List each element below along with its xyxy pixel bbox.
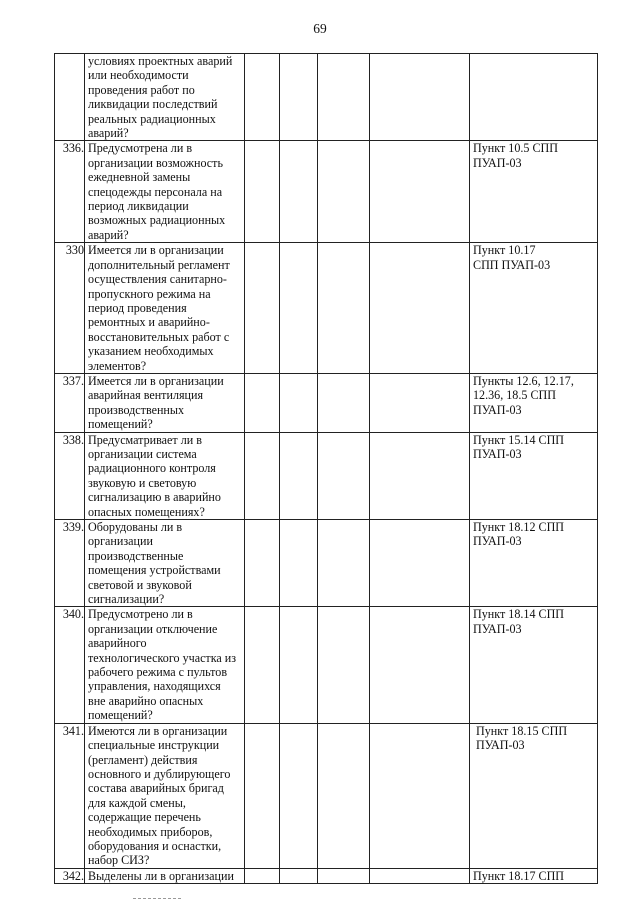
reference-cell [470, 432, 598, 519]
question-text-line: Оборудованы ли в [88, 520, 183, 534]
answer-cell [370, 54, 470, 141]
answer-cell [370, 868, 470, 883]
question-cell [85, 868, 245, 883]
item-number: 337. [55, 373, 85, 432]
answer-cell [280, 373, 318, 432]
answer-cell [318, 868, 370, 883]
question-text-line: рабочего режима с пультов [88, 665, 228, 680]
reference-cell [470, 373, 598, 432]
reference-text-line: ПУАП-03 [473, 446, 522, 461]
answer-cell [280, 432, 318, 519]
question-text-line: аварийного [88, 636, 147, 651]
reference-text-line: Пункт 18.14 СПП [473, 607, 565, 622]
question-text-line: осуществления санитарно- [88, 272, 227, 287]
item-number: 338. [55, 432, 85, 519]
reference-text-line: 12.36, 18.5 СПП [473, 388, 556, 403]
table-row [55, 607, 598, 723]
question-text-line: организации возможность [88, 155, 223, 170]
question-text-line: помещений? [88, 417, 153, 432]
question-text-line: возможных радиационных [88, 213, 226, 228]
item-number: 339. [55, 520, 85, 607]
table-row [55, 868, 598, 883]
question-cell [85, 432, 245, 519]
answer-cell [280, 607, 318, 723]
question-text-line: звуковую и световую [88, 475, 197, 490]
question-cell [85, 373, 245, 432]
question-text-line: восстановительных работ с [88, 329, 230, 344]
answer-cell [280, 243, 318, 374]
question-text-line: радиационного контроля [88, 461, 216, 476]
question-text-line: необходимых приборов, [88, 824, 213, 839]
question-text-line: ремонтных и аварийно- [88, 315, 210, 330]
answer-cell [318, 607, 370, 723]
question-text-line: организации отключение [88, 621, 218, 636]
question-cell [85, 607, 245, 723]
item-number: 340. [55, 607, 85, 723]
item-number: 341. [55, 723, 85, 868]
answer-cell [318, 520, 370, 607]
reference-text-line: Пункт 18.17 СПП [473, 868, 565, 883]
answer-cell [318, 54, 370, 141]
scan-artifact-line [133, 898, 181, 900]
question-text-line: период ликвидации [88, 199, 189, 214]
answer-cell [318, 373, 370, 432]
reference-cell [470, 54, 598, 141]
reference-text-line: ПУАП-03 [473, 402, 522, 417]
reference-text-line: Пункт 18.12 СПП [473, 520, 565, 534]
question-cell [85, 723, 245, 868]
question-cell [85, 520, 245, 607]
answer-cell [318, 141, 370, 243]
question-text-line: содержащие перечень [88, 810, 201, 825]
question-text-line: или необходимости [88, 68, 189, 83]
answer-cell [318, 432, 370, 519]
answer-cell [245, 432, 280, 519]
reference-text-line: Пункт 18.15 СПП [473, 723, 568, 738]
table-row [55, 432, 598, 519]
answer-cell [318, 723, 370, 868]
question-text-line: аварийная вентиляция [88, 388, 204, 403]
answer-cell [245, 54, 280, 141]
question-text-line: аварий? [88, 126, 129, 141]
question-text-line: управления, находящихся [88, 679, 221, 694]
question-text-line: организации система [88, 446, 197, 461]
answer-cell [245, 520, 280, 607]
answer-cell [245, 868, 280, 883]
answer-cell [280, 520, 318, 607]
question-text-line: спецодежды персонала на [88, 184, 223, 199]
table-row [55, 723, 598, 868]
reference-cell [470, 723, 598, 868]
answer-cell [245, 373, 280, 432]
answer-cell [245, 243, 280, 374]
table-row [55, 54, 598, 141]
table-row [55, 520, 598, 607]
answer-cell [280, 868, 318, 883]
item-number: 330 [55, 243, 85, 374]
checklist-table [54, 53, 598, 884]
reference-cell [470, 520, 598, 607]
question-text-line: состава аварийных бригад [88, 781, 224, 796]
question-text-line: сигнализации? [88, 592, 165, 607]
question-text-line: реальных радиационных [88, 111, 216, 126]
question-cell [85, 243, 245, 374]
question-text-line: Предусматривает ли в [88, 432, 202, 447]
table-row [55, 373, 598, 432]
reference-cell [470, 243, 598, 374]
question-text-line: Имеется ли в организации [88, 243, 224, 258]
page-number: 69 [313, 21, 327, 36]
answer-cell [370, 373, 470, 432]
answer-cell [370, 520, 470, 607]
reference-text-line: ПУАП-03 [473, 738, 525, 753]
question-text-line: (регламент) действия [88, 752, 198, 767]
reference-text-line: Пункт 10.17 [473, 243, 536, 258]
question-cell [85, 54, 245, 141]
question-text-line: световой и звуковой [88, 577, 192, 592]
reference-text-line: ПУАП-03 [473, 155, 522, 170]
reference-cell [470, 868, 598, 883]
reference-text-line: ПУАП-03 [473, 621, 522, 636]
question-text-line: пропускного режима на [88, 286, 211, 301]
question-text-line: Предусмотрена ли в [88, 141, 193, 156]
answer-cell [370, 141, 470, 243]
reference-cell [470, 607, 598, 723]
question-text-line: набор СИЗ? [88, 853, 150, 868]
question-text-line: Предусмотрено ли в [88, 607, 193, 622]
answer-cell [370, 607, 470, 723]
question-text-line: условиях проектных аварий [88, 54, 233, 68]
answer-cell [280, 54, 318, 141]
question-text-line: для каждой смены, [88, 795, 186, 810]
answer-cell [318, 243, 370, 374]
answer-cell [245, 723, 280, 868]
answer-cell [370, 243, 470, 374]
table-row [55, 243, 598, 374]
question-text-line: дополнительный регламент [88, 257, 230, 272]
answer-cell [280, 723, 318, 868]
question-text-line: помещений? [88, 708, 153, 723]
reference-text-line: ПУАП-03 [473, 534, 522, 549]
question-text-line: Выделены ли в организации [88, 868, 234, 883]
question-text-line: производственных [88, 402, 185, 417]
item-number: 336. [55, 141, 85, 243]
answer-cell [370, 432, 470, 519]
question-text-line: ликвидации последствий [88, 97, 218, 112]
item-number: 342. [55, 868, 85, 883]
question-text-line: оборудования и оснастки, [88, 838, 222, 853]
answer-cell [245, 607, 280, 723]
question-text-line: сигнализацию в аварийно [88, 490, 221, 505]
question-text-line: ежедневной замены [88, 170, 191, 185]
question-text-line: указанием необходимых [88, 344, 214, 359]
question-text-line: период проведения [88, 300, 187, 315]
question-text-line: вне аварийно опасных [88, 693, 204, 708]
reference-text-line: Пункт 15.14 СПП [473, 432, 565, 447]
question-text-line: организации [88, 534, 153, 549]
reference-cell [470, 141, 598, 243]
question-text-line: производственные [88, 548, 184, 563]
question-text-line: элементов? [88, 358, 147, 373]
reference-text-line: СПП ПУАП-03 [473, 257, 551, 272]
reference-text-line: Пункты 12.6, 12.17, [473, 373, 574, 388]
answer-cell [280, 141, 318, 243]
question-text-line: специальные инструкции [88, 738, 220, 753]
question-text-line: опасных помещениях? [88, 504, 205, 519]
question-text-line: Имеются ли в организации [88, 723, 228, 738]
answer-cell [245, 141, 280, 243]
table-row [55, 141, 598, 243]
answer-cell [370, 723, 470, 868]
question-text-line: аварий? [88, 227, 129, 242]
question-text-line: Имеется ли в организации [88, 373, 224, 388]
reference-text-line: Пункт 10.5 СПП [473, 141, 558, 156]
item-number [55, 54, 85, 141]
question-text-line: технологического участка из [88, 650, 237, 665]
question-text-line: проведения работ по [88, 82, 195, 97]
question-cell [85, 141, 245, 243]
question-text-line: помещения устройствами [88, 563, 221, 578]
question-text-line: основного и дублирующего [88, 766, 231, 781]
